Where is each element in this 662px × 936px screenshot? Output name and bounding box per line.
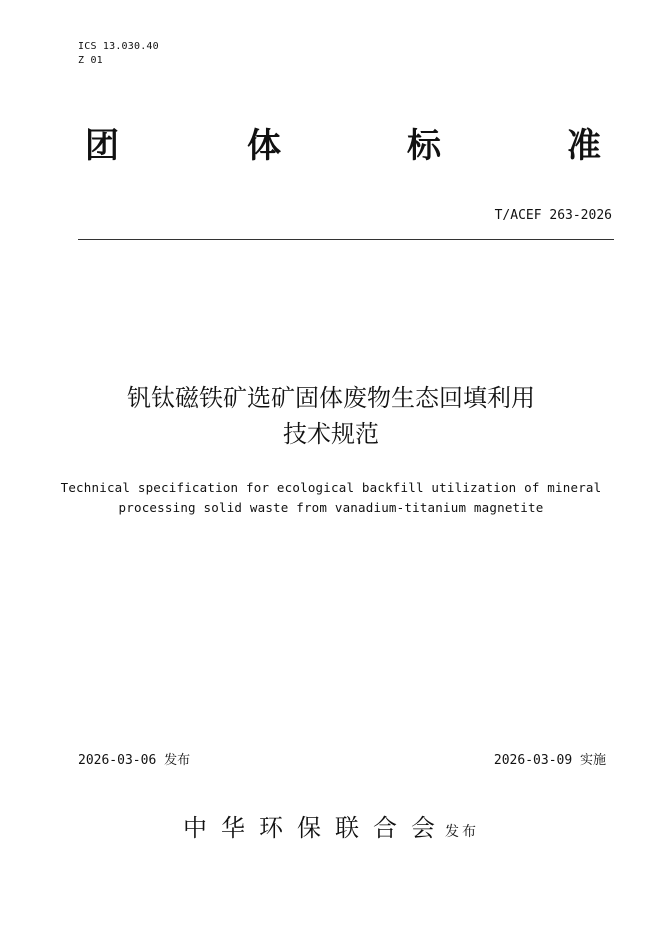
- header-divider: [78, 239, 614, 240]
- standard-type-char: 团: [85, 126, 119, 166]
- implementation-date: 2026-03-09 实施: [493, 753, 606, 768]
- chinese-title-line: 钒钛磁铁矿选矿固体废物生态回填利用: [127, 384, 535, 412]
- english-title-line: Technical specification for ecological backfill utilization of mineral: [60, 480, 602, 495]
- standard-code: T/ACEF 263-2026: [494, 208, 612, 223]
- issuer-block: [0, 810, 662, 846]
- standard-type-char: 标: [407, 126, 441, 166]
- issuer-name: 中华环保联合会: [183, 814, 449, 842]
- classification-code: Z 01: [78, 55, 103, 66]
- ics-code: ICS 13.030.40: [78, 41, 159, 52]
- issuer-suffix: 发布: [445, 824, 479, 840]
- english-title-line: processing solid waste from vanadium-titanium magnetite: [118, 500, 544, 515]
- publish-date: 2026-03-06 发布: [78, 753, 191, 768]
- chinese-title: [0, 380, 662, 452]
- standard-type-char: 准: [567, 126, 601, 166]
- english-title: [0, 478, 662, 518]
- standard-type-char: 体: [247, 126, 281, 166]
- chinese-title-line: 技术规范: [283, 420, 379, 448]
